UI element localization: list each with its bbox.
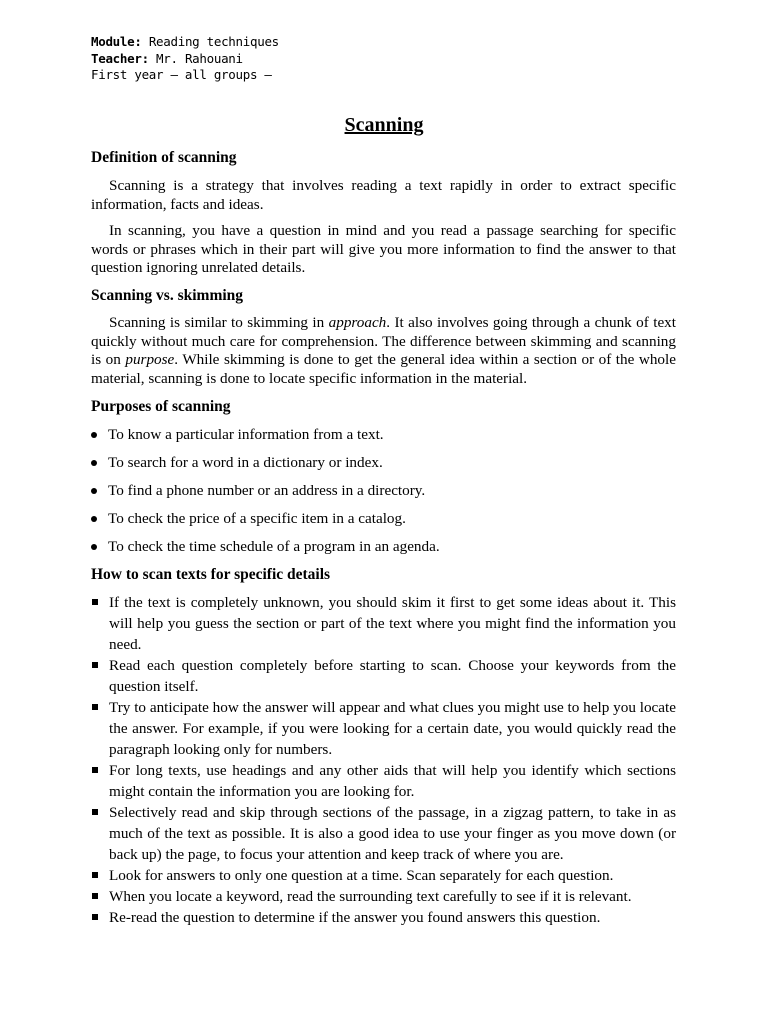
purposes-heading: Purposes of scanning xyxy=(91,398,231,415)
list-item xyxy=(91,592,676,655)
list-item xyxy=(91,537,676,565)
list-item xyxy=(91,886,676,907)
teacher-line xyxy=(91,51,279,68)
list-item xyxy=(91,865,676,886)
list-item-text: To search for a word in a dictionary or index. xyxy=(108,454,383,471)
list-item-text: For long texts, use headings and any other aids that will help you identify which sections might contain the information you are looking for. xyxy=(109,762,676,800)
vs-heading: Scanning vs. skimming xyxy=(91,287,244,304)
list-item-text: Re-read the question to determine if the answer you found answers this question. xyxy=(109,909,601,926)
purposes-list xyxy=(91,425,676,565)
definition-paragraph-1: Scanning is a strategy that involves reading a text rapidly in order to extract specific information, facts and ideas. xyxy=(91,177,676,213)
square-bullet-icon xyxy=(92,914,98,920)
definition-heading: Definition of scanning xyxy=(91,149,237,166)
howto-heading: How to scan texts for specific details xyxy=(91,566,331,583)
howto-list xyxy=(91,592,676,928)
square-bullet-icon xyxy=(92,704,98,710)
bullet-icon xyxy=(91,432,97,438)
square-bullet-icon xyxy=(92,809,98,815)
list-item xyxy=(91,425,676,453)
vs-text-c: . While skimming is done to get the general idea within a section or of the whole material, scanning is done to locate specific information in the material. xyxy=(91,351,676,387)
list-item xyxy=(91,802,676,865)
square-bullet-icon xyxy=(92,767,98,773)
list-item xyxy=(91,481,676,509)
list-item-text: Try to anticipate how the answer will appear and what clues you might use to help you locate the answer. For example, if you were looking for a certain date, you would quickly read the paragraph looking only for numbers. xyxy=(109,699,676,758)
module-value: Reading techniques xyxy=(148,34,279,49)
vs-emphasis-purpose: purpose xyxy=(125,351,175,368)
vs-text-a: Scanning is similar to skimming in xyxy=(109,314,329,331)
vs-paragraph xyxy=(91,314,676,388)
list-item xyxy=(91,509,676,537)
list-item-text: To check the time schedule of a program in an agenda. xyxy=(108,538,440,555)
list-item-text: To know a particular information from a text. xyxy=(108,426,384,443)
list-item-text: Look for answers to only one question at a time. Scan separately for each question. xyxy=(109,867,614,884)
list-item-text: To find a phone number or an address in a directory. xyxy=(108,482,426,499)
definition-paragraph-2: In scanning, you have a question in mind and you read a passage searching for specific words or phrases which in their part will give you more information to find the answer to that question ignoring unrelated details. xyxy=(91,222,676,276)
module-label: Module: xyxy=(91,34,142,49)
vs-text-b: . It also involves going through a chunk of text quickly without much care for comprehension. The difference between skimming and scanning is on xyxy=(91,314,676,368)
vs-emphasis-approach: approach xyxy=(328,314,387,331)
list-item xyxy=(91,453,676,481)
list-item-text: Selectively read and skip through sections of the passage, in a zigzag pattern, to take in as much of the text as possible. It is also a good idea to use your finger as you move down (or back up) the page, to focus your attention and keep track of where you are. xyxy=(109,804,676,863)
group-line: First year – all groups – xyxy=(91,67,272,82)
list-item-text: Read each question completely before starting to scan. Choose your keywords from the question itself. xyxy=(109,657,676,695)
square-bullet-icon xyxy=(92,662,98,668)
bullet-icon xyxy=(91,544,97,550)
bullet-icon xyxy=(91,488,97,494)
square-bullet-icon xyxy=(92,872,98,878)
teacher-value: Mr. Rahouani xyxy=(156,50,243,66)
list-item-text: If the text is completely unknown, you should skim it first to get some ideas about it. This will help you guess the section or part of the text where you might find the information you need. xyxy=(109,594,676,653)
module-line xyxy=(91,34,279,51)
teacher-label: Teacher: xyxy=(91,50,149,66)
square-bullet-icon xyxy=(92,893,98,899)
bullet-icon xyxy=(91,460,97,466)
page-title: Scanning xyxy=(344,114,424,136)
list-item xyxy=(91,697,676,760)
square-bullet-icon xyxy=(92,599,98,605)
list-item-text: When you locate a keyword, read the surrounding text carefully to see if it is relevant. xyxy=(109,888,632,905)
document-header xyxy=(91,34,279,84)
list-item xyxy=(91,655,676,697)
list-item-text: To check the price of a specific item in a catalog. xyxy=(108,510,406,527)
bullet-icon xyxy=(91,516,97,522)
list-item xyxy=(91,907,676,928)
list-item xyxy=(91,760,676,802)
